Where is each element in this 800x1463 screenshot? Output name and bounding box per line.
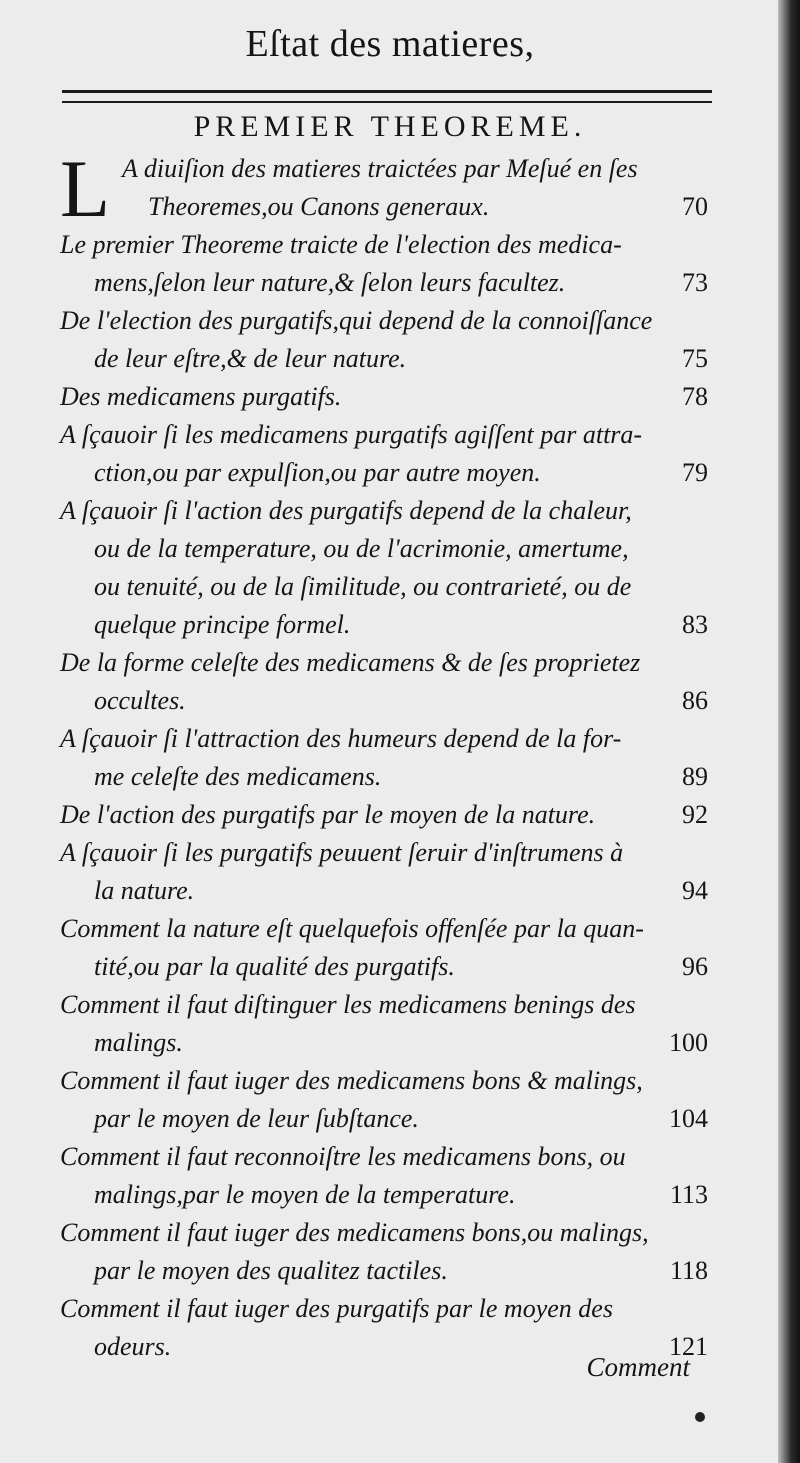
page-number: 86 bbox=[682, 686, 708, 715]
entry-line: Des medicamens purgatifs. bbox=[60, 382, 342, 411]
page-number: 83 bbox=[682, 610, 708, 639]
toc-entry bbox=[60, 644, 710, 720]
toc-entry bbox=[60, 1138, 710, 1214]
toc-entry bbox=[60, 986, 710, 1062]
section-title: PREMIER THEOREME. bbox=[193, 110, 587, 143]
entry-line: De l'action des purgatifs par le moyen de la nature. bbox=[60, 800, 596, 829]
entry-line: Comment il faut iuger des medicamens bons & malings, bbox=[60, 1066, 643, 1095]
entry-line: malings. bbox=[94, 1028, 183, 1057]
entry-line: Comment la nature eſt quelquefois offenſée par la quan- bbox=[60, 914, 644, 943]
entry-line: occultes. bbox=[94, 686, 186, 715]
entry-line: ou tenuité, ou de la ſimilitude, ou contrarieté, ou de bbox=[94, 572, 632, 601]
drop-capital: L bbox=[60, 143, 111, 234]
page-number: 118 bbox=[669, 1256, 708, 1285]
entry-line: mens,ſelon leur nature,& ſelon leurs facultez. bbox=[94, 268, 566, 297]
entry-line: A ſçauoir ſi l'action des purgatifs depend de la chaleur, bbox=[60, 496, 632, 525]
page-number: 96 bbox=[682, 952, 708, 981]
entry-line: me celeſte des medicamens. bbox=[94, 762, 382, 791]
header-rule bbox=[62, 90, 712, 103]
page-number: 104 bbox=[669, 1104, 708, 1133]
page-number: 75 bbox=[682, 344, 708, 373]
toc-entry bbox=[60, 492, 710, 644]
table-of-contents bbox=[0, 143, 780, 1366]
entry-line: ou de la temperature, ou de l'acrimonie, amertume, bbox=[94, 534, 629, 563]
book-binding-edge bbox=[778, 0, 800, 1463]
page-number: 89 bbox=[682, 762, 708, 791]
toc-entry bbox=[60, 796, 710, 834]
toc-entry bbox=[60, 378, 710, 416]
page-number: 113 bbox=[669, 1180, 708, 1209]
entry-line: Le premier Theoreme traicte de l'election des medica- bbox=[60, 230, 622, 259]
entry-line: A ſçauoir ſi l'attraction des humeurs depend de la for- bbox=[60, 724, 622, 753]
entry-line: ction,ou par expulſion,ou par autre moyen. bbox=[94, 458, 541, 487]
toc-entry bbox=[60, 910, 710, 986]
catchword: Comment bbox=[586, 1352, 690, 1382]
entry-line: De la forme celeſte des medicamens & de ſes proprietez bbox=[60, 648, 641, 677]
toc-entry bbox=[60, 1214, 710, 1290]
entry-line: A ſçauoir ſi les medicamens purgatifs agiſſent par attra- bbox=[60, 420, 643, 449]
page-number: 94 bbox=[682, 876, 708, 905]
toc-entry bbox=[60, 143, 710, 234]
entry-line: de leur eſtre,& de leur nature. bbox=[94, 344, 407, 373]
toc-entry bbox=[60, 302, 710, 378]
entry-line: De l'election des purgatifs,qui depend de la connoiſſance bbox=[60, 306, 653, 335]
page-number: 100 bbox=[669, 1028, 708, 1057]
entry-line: odeurs. bbox=[94, 1332, 172, 1361]
page-number: 70 bbox=[682, 192, 708, 221]
page-number: 73 bbox=[682, 268, 708, 297]
entry-line: Comment il faut reconnoiſtre les medicamens bons, ou bbox=[60, 1142, 626, 1171]
toc-entry bbox=[60, 1062, 710, 1138]
page-number: 79 bbox=[682, 458, 708, 487]
toc-entry bbox=[60, 834, 710, 910]
entry-line: malings,par le moyen de la temperature. bbox=[94, 1180, 516, 1209]
entry-line: A ſçauoir ſi les purgatifs peuuent ſeruir d'inſtrumens à bbox=[60, 838, 624, 867]
entry-line: par le moyen de leur ſubſtance. bbox=[94, 1104, 419, 1133]
entry-line: par le moyen des qualitez tactiles. bbox=[94, 1256, 448, 1285]
toc-entry bbox=[60, 416, 710, 492]
entry-line: la nature. bbox=[94, 876, 195, 905]
page-number: 78 bbox=[682, 382, 708, 411]
entry-line: quelque principe formel. bbox=[94, 610, 351, 639]
page-number: 92 bbox=[682, 800, 708, 829]
entry-line: tité,ou par la qualité des purgatifs. bbox=[94, 952, 455, 981]
toc-entry bbox=[60, 226, 710, 302]
entry-line: Theoremes,ou Canons generaux. bbox=[148, 192, 490, 221]
running-head: Eſtat des matieres, bbox=[245, 23, 535, 65]
entry-line: Comment il faut diſtinguer les medicamens benings des bbox=[60, 990, 636, 1019]
entry-line: Comment il faut iuger des purgatifs par le moyen des bbox=[60, 1294, 613, 1323]
entry-line: Comment il faut iuger des medicamens bons,ou malings, bbox=[60, 1218, 649, 1247]
page-number: 121 bbox=[669, 1332, 708, 1361]
toc-entry bbox=[60, 720, 710, 796]
ink-dot bbox=[695, 1412, 705, 1422]
entry-line: A diuiſion des matieres traictées par Meſué en ſes bbox=[122, 154, 638, 183]
